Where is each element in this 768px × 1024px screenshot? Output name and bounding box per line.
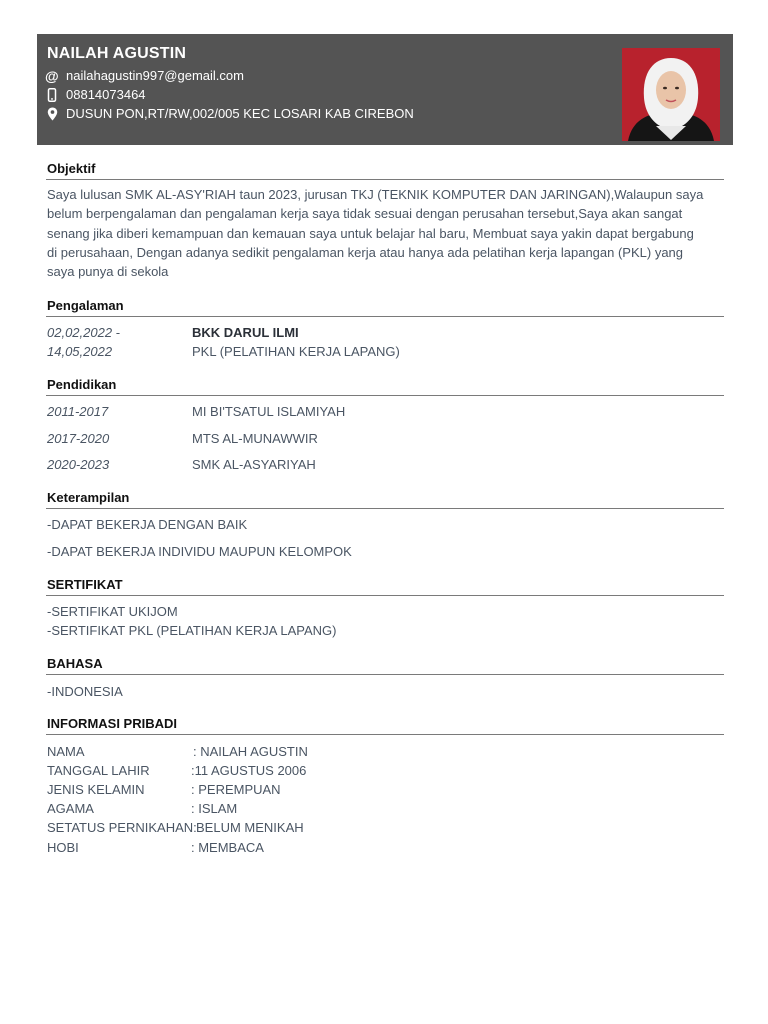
objective-line: saya punya di sekola bbox=[47, 264, 169, 280]
info-label: JENIS KELAMIN bbox=[47, 782, 145, 797]
experience-date-start: 02,02,2022 - bbox=[47, 325, 121, 340]
certificate-item: -SERTIFIKAT UKIJOM bbox=[47, 604, 178, 619]
info-value: BELUM MENIKAH bbox=[196, 820, 304, 835]
email-text[interactable]: nailahagustin997@gemail.com bbox=[66, 68, 244, 83]
info-value: : ISLAM bbox=[191, 801, 238, 816]
info-label: NAMA bbox=[47, 744, 85, 759]
certificate-item: -SERTIFIKAT PKL (PELATIHAN KERJA LAPANG) bbox=[47, 623, 337, 638]
svg-text:@: @ bbox=[45, 68, 59, 83]
education-school: MI BI'TSATUL ISLAMIYAH bbox=[192, 404, 346, 419]
section-title-objektif: Objektif bbox=[47, 161, 96, 176]
address-line bbox=[45, 106, 414, 121]
objective-line: senang jika diberi kemampuan dan kemauan saya untuk belajar hal baru, Membuat saya yakin dapat bergabung bbox=[47, 225, 694, 241]
education-years: 2020-2023 bbox=[47, 457, 110, 472]
info-label: TANGGAL LAHIR bbox=[47, 763, 150, 778]
section-title-pendidikan: Pendidikan bbox=[47, 377, 117, 392]
section-title-bahasa: BAHASA bbox=[47, 656, 103, 671]
section-title-informasi-pribadi: INFORMASI PRIBADI bbox=[47, 716, 177, 731]
education-years: 2017-2020 bbox=[47, 431, 110, 446]
phone-line bbox=[45, 87, 146, 102]
education-school: SMK AL-ASYARIYAH bbox=[192, 457, 316, 472]
at-icon bbox=[45, 69, 59, 83]
education-school: MTS AL-MUNAWWIR bbox=[192, 431, 318, 446]
mobile-phone-icon bbox=[45, 88, 59, 102]
divider bbox=[46, 508, 724, 509]
skill-item: -DAPAT BEKERJA INDIVIDU MAUPUN KELOMPOK bbox=[47, 544, 352, 559]
info-value: : NAILAH AGUSTIN bbox=[193, 744, 308, 759]
objective-line: belum berpengalaman dan pengalaman kerja saya tidak sesuai dengan perusahan tersebut,Saya akan sangat bbox=[47, 206, 683, 222]
phone-text[interactable]: 08814073464 bbox=[66, 87, 146, 102]
objective-line: di perusahaan, Dengan adanya sedikit pengalaman kerja atau hanya ada pelatihan kerja lapangan (PKL) yang bbox=[47, 244, 684, 260]
location-pin-icon bbox=[45, 107, 59, 121]
info-value: :11 AGUSTUS 2006 bbox=[191, 763, 307, 778]
divider bbox=[46, 674, 724, 675]
section-title-sertifikat: SERTIFIKAT bbox=[47, 577, 123, 592]
objective-paragraph bbox=[47, 185, 723, 281]
skill-item: -DAPAT BEKERJA DENGAN BAIK bbox=[47, 517, 248, 532]
education-years: 2011-2017 bbox=[47, 404, 109, 419]
address-text: DUSUN PON,RT/RW,002/005 KEC LOSARI KAB CIREBON bbox=[66, 106, 414, 121]
profile-photo bbox=[622, 48, 720, 141]
section-title-pengalaman: Pengalaman bbox=[47, 298, 124, 313]
cv-header bbox=[37, 34, 733, 145]
full-name: NAILAH AGUSTIN bbox=[47, 45, 187, 62]
language-item: -INDONESIA bbox=[47, 684, 123, 699]
experience-company: BKK DARUL ILMI bbox=[192, 325, 299, 340]
email-line bbox=[45, 68, 244, 83]
info-value: : MEMBACA bbox=[191, 840, 264, 855]
section-title-keterampilan: Keterampilan bbox=[47, 490, 130, 505]
info-label: SETATUS PERNIKAHAN: bbox=[47, 820, 197, 835]
divider bbox=[46, 734, 724, 735]
experience-date-end: 14,05,2022 bbox=[47, 344, 113, 359]
divider bbox=[46, 595, 724, 596]
divider bbox=[46, 179, 724, 180]
info-label: HOBI bbox=[47, 840, 79, 855]
divider bbox=[46, 395, 724, 396]
objective-line: Saya lulusan SMK AL-ASY'RIAH taun 2023, jurusan TKJ (TEKNIK KOMPUTER DAN JARINGAN),Walaupun saya bbox=[47, 187, 704, 202]
divider bbox=[46, 316, 724, 317]
info-label: AGAMA bbox=[47, 801, 94, 816]
experience-role: PKL (PELATIHAN KERJA LAPANG) bbox=[192, 344, 400, 359]
info-value: : PEREMPUAN bbox=[191, 782, 281, 797]
